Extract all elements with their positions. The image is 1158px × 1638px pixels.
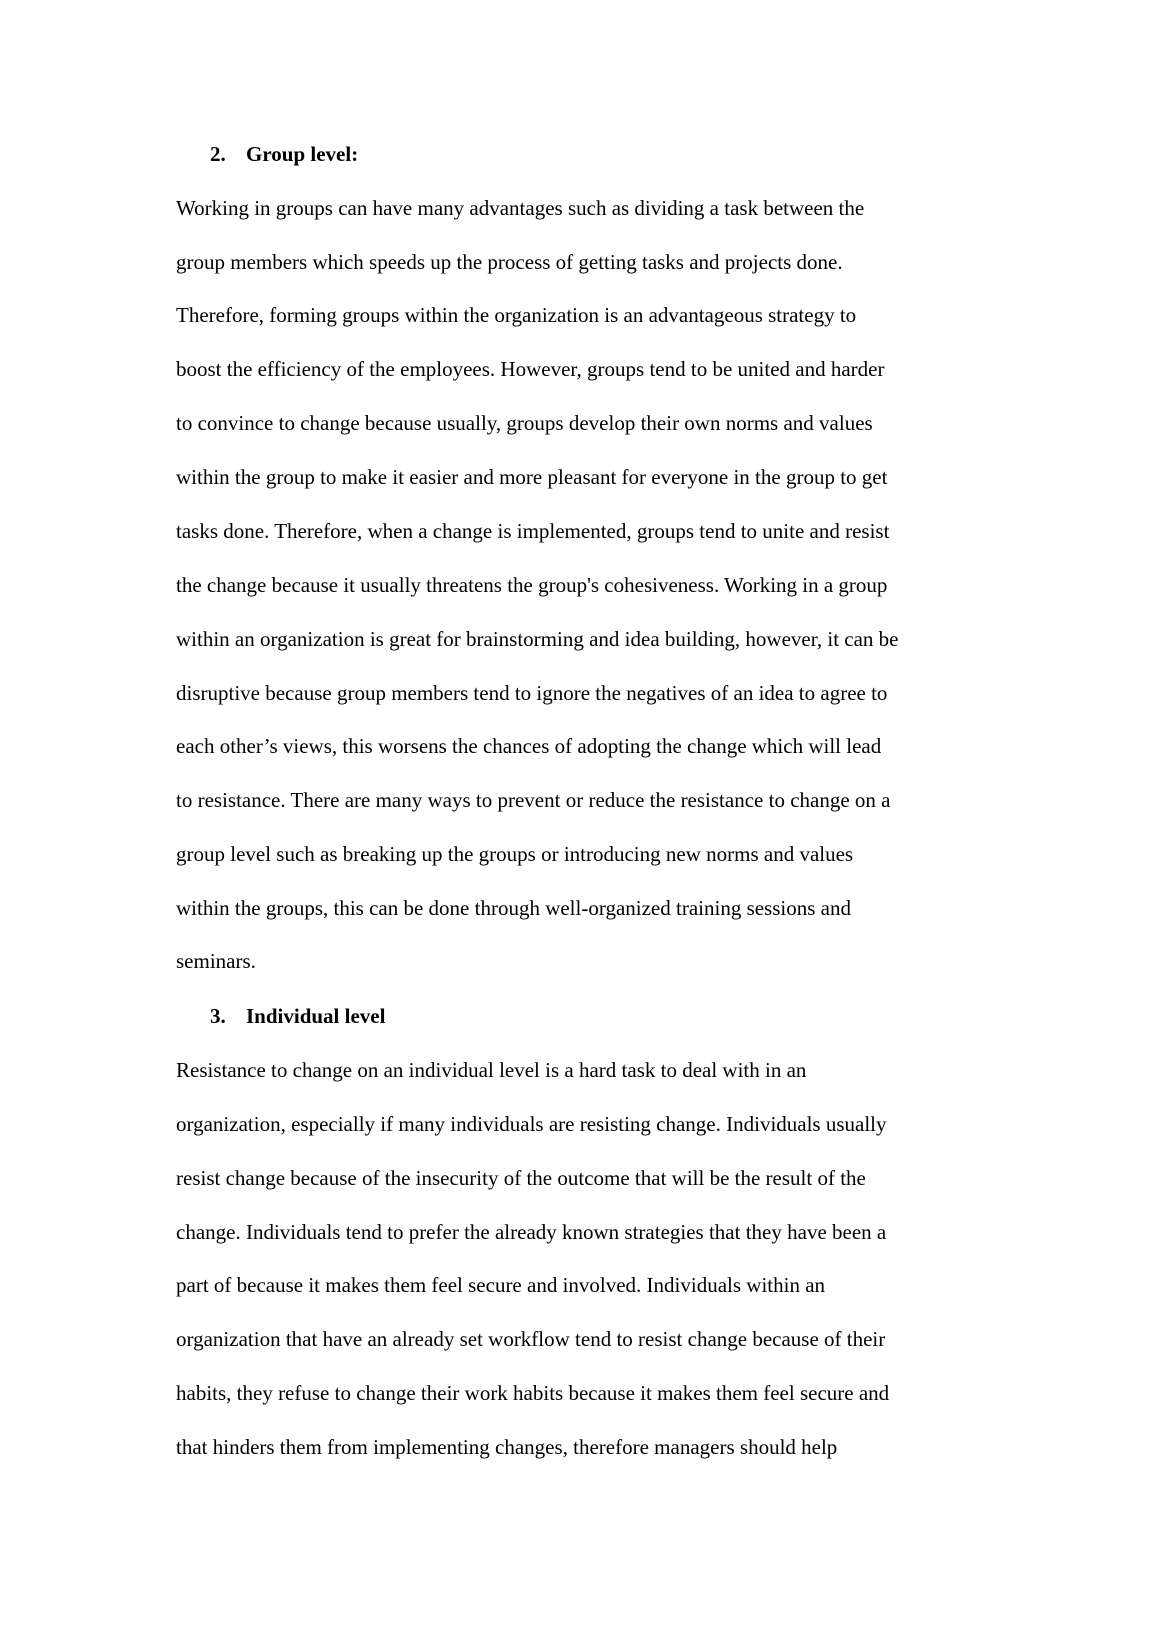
paragraph-line: habits, they refuse to change their work habits because it makes them feel secure and: [176, 1381, 890, 1405]
paragraph-line: part of because it makes them feel secure and involved. Individuals within an: [176, 1273, 826, 1297]
paragraph-line: organization that have an already set workflow tend to resist change because of their: [176, 1327, 886, 1351]
section-heading-group-level: [210, 141, 358, 167]
paragraph-line: that hinders them from implementing changes, therefore managers should help: [176, 1435, 838, 1459]
paragraph-line: to resistance. There are many ways to prevent or reduce the resistance to change on a: [176, 788, 891, 812]
paragraph-line: Therefore, forming groups within the organization is an advantageous strategy to: [176, 303, 857, 327]
paragraph-line: group members which speeds up the process of getting tasks and projects done.: [176, 250, 843, 274]
paragraph-line: boost the efficiency of the employees. However, groups tend to be united and harder: [176, 357, 885, 381]
paragraph-line: Working in groups can have many advantages such as dividing a task between the: [176, 196, 865, 220]
section-title: Group level:: [246, 142, 359, 166]
paragraph-line: tasks done. Therefore, when a change is implemented, groups tend to unite and resist: [176, 519, 890, 543]
paragraph-line: resist change because of the insecurity of the outcome that will be the result of the: [176, 1166, 866, 1190]
paragraph-line: organization, especially if many individuals are resisting change. Individuals usually: [176, 1112, 887, 1136]
paragraph-line: seminars.: [176, 949, 256, 973]
paragraph-line: change. Individuals tend to prefer the already known strategies that they have been a: [176, 1220, 887, 1244]
paragraph-line: within the group to make it easier and more pleasant for everyone in the group to get: [176, 465, 888, 489]
paragraph-line: within an organization is great for brainstorming and idea building, however, it can be: [176, 627, 899, 651]
section-heading-individual-level: [210, 1003, 385, 1029]
paragraph-line: within the groups, this can be done through well-organized training sessions and: [176, 896, 851, 920]
paragraph-line: disruptive because group members tend to ignore the negatives of an idea to agree to: [176, 681, 888, 705]
paragraph-line: each other’s views, this worsens the chances of adopting the change which will lead: [176, 734, 882, 758]
paragraph-line: group level such as breaking up the groups or introducing new norms and values: [176, 842, 854, 866]
paragraph-line: the change because it usually threatens the group's cohesiveness. Working in a group: [176, 573, 888, 597]
paragraph-line: Resistance to change on an individual level is a hard task to deal with in an: [176, 1058, 807, 1082]
section-number: 3.: [210, 1004, 226, 1028]
section-title: Individual level: [246, 1004, 386, 1028]
section-number: 2.: [210, 142, 226, 166]
paragraph-line: to convince to change because usually, groups develop their own norms and values: [176, 411, 873, 435]
